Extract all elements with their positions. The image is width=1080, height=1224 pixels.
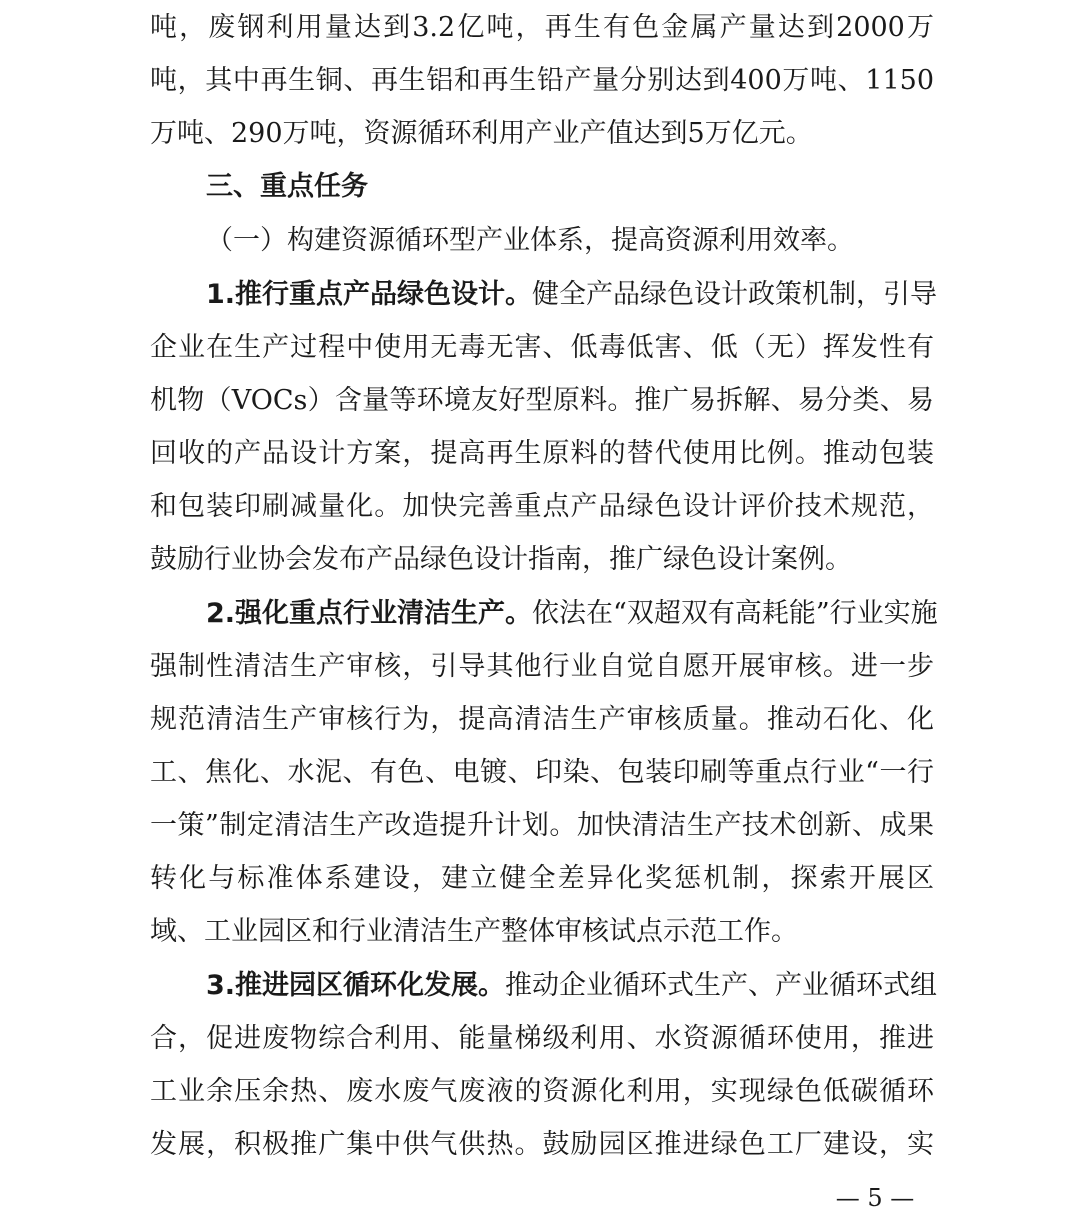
item-text: 依法在“双超双有高耗能”行业实施 (532, 598, 938, 629)
paragraph-first-line (206, 275, 938, 315)
body-text-line: 规范清洁生产审核行为，提高清洁生产审核质量。推动石化、化 (150, 704, 934, 735)
body-text-line: 吨，其中再生铜、再生铝和再生铅产量分别达到400万吨、1150 (150, 65, 934, 96)
body-text-line: 强制性清洁生产审核，引导其他行业自觉自愿开展审核。进一步 (150, 651, 934, 682)
body-text-line: 鼓励行业协会发布产品绿色设计指南，推广绿色设计案例。 (150, 544, 852, 575)
subsection-heading: （一）构建资源循环型产业体系，提高资源利用效率。 (206, 225, 854, 256)
document-page (150, 0, 938, 1224)
body-text-line: 企业在生产过程中使用无毒无害、低毒低害、低（无）挥发性有 (150, 332, 934, 363)
item-text: 推动企业循环式生产、产业循环式组 (505, 970, 938, 1001)
page-number: — 5 — (835, 1184, 915, 1212)
item-lead: 3.推进园区循环化发展。 (206, 970, 506, 1001)
body-text-line: 合，促进废物综合利用、能量梯级利用、水资源循环使用，推进 (150, 1023, 934, 1054)
item-lead: 2.强化重点行业清洁生产。 (206, 598, 533, 629)
paragraph-first-line (206, 966, 938, 1006)
section-heading: 三、重点任务 (206, 171, 368, 202)
body-text-line: 工业余压余热、废水废气废液的资源化利用，实现绿色低碳循环 (150, 1076, 934, 1107)
body-text-line: 域、工业园区和行业清洁生产整体审核试点示范工作。 (150, 916, 798, 947)
item-lead: 1.推行重点产品绿色设计。 (206, 279, 533, 310)
body-text-line: 和包装印刷减量化。加快完善重点产品绿色设计评价技术规范， (150, 491, 934, 522)
body-text-line: 回收的产品设计方案，提高再生原料的替代使用比例。推动包装 (150, 438, 934, 469)
paragraph-first-line (206, 594, 938, 634)
body-text-line: 吨，废钢利用量达到3.2亿吨，再生有色金属产量达到2000万 (150, 12, 934, 43)
body-text-line: 发展，积极推广集中供气供热。鼓励园区推进绿色工厂建设，实 (150, 1129, 934, 1160)
body-text-line: 一策”制定清洁生产改造提升计划。加快清洁生产技术创新、成果 (150, 810, 934, 841)
item-text: 健全产品绿色设计政策机制，引导 (532, 279, 938, 310)
body-text-line: 万吨、290万吨，资源循环利用产业产值达到5万亿元。 (150, 118, 813, 149)
body-text-line: 机物（VOCs）含量等环境友好型原料。推广易拆解、易分类、易 (150, 385, 934, 416)
body-text-line: 转化与标准体系建设，建立健全差异化奖惩机制，探索开展区 (150, 863, 934, 894)
body-text-line: 工、焦化、水泥、有色、电镀、印染、包装印刷等重点行业“一行 (150, 757, 934, 788)
